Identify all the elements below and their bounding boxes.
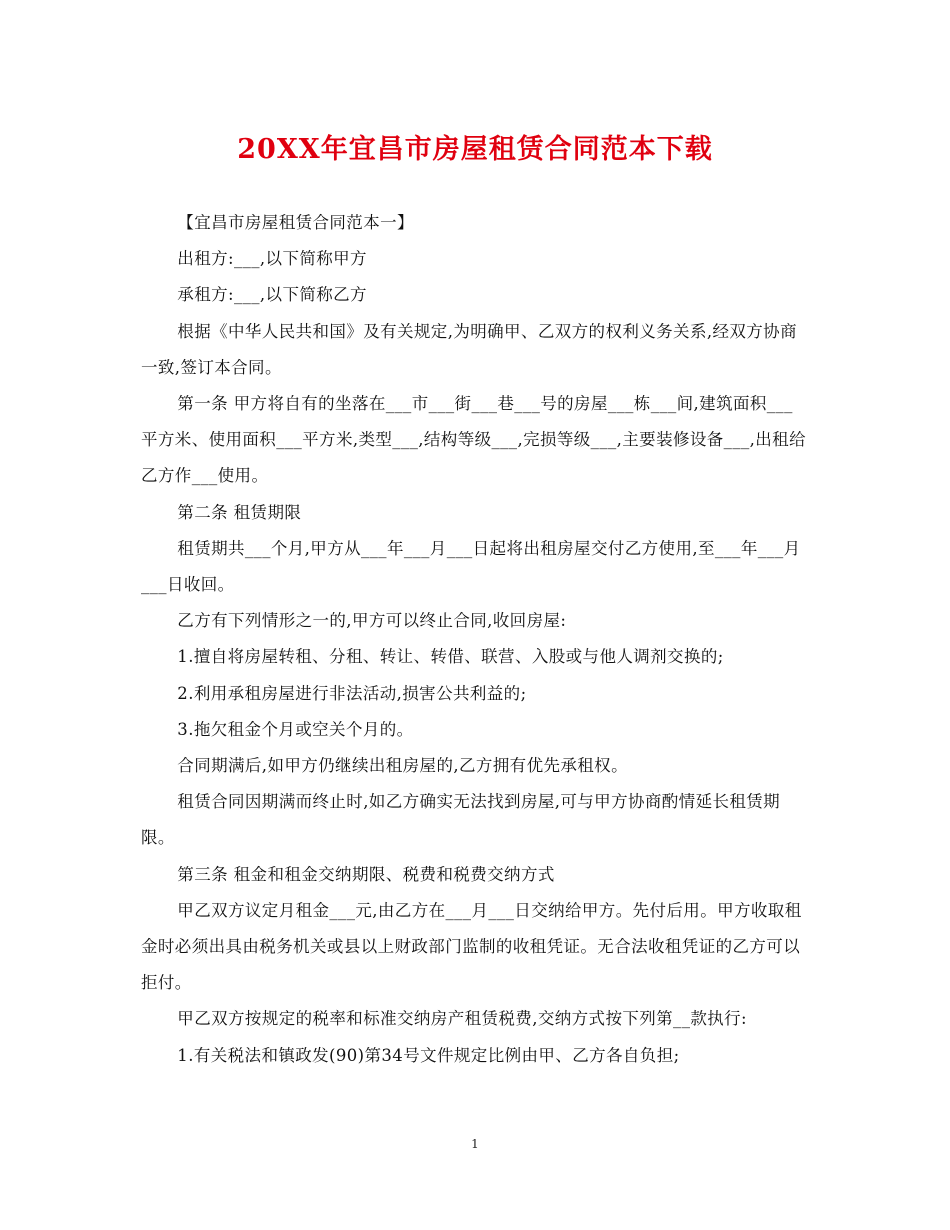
paragraph-article-2-heading: 第二条 租赁期限 [177,502,302,522]
paragraph-article-3-heading: 第三条 租金和租金交纳期限、税费和税费交纳方式 [177,864,555,884]
document-title: 20XX年宜昌市房屋租赁合同范本下载 [237,134,713,165]
paragraph-lessor: 出租方:___,以下简称甲方 [177,249,367,269]
paragraph-rent: 甲乙双方议定月租金___元,由乙方在___月___日交纳给甲方。先付后用。甲方收取租金时必须出具由税务机关或县以上财政部门监制的收租凭证。无合法收租凭证的乙方可以拒付。 [141,900,802,993]
paragraph-tax: 甲乙双方按规定的税率和标准交纳房产租赁税费,交纳方式按下列第__款执行: [177,1009,748,1029]
paragraph-condition-1: 1.擅自将房屋转租、分租、转让、转借、联营、入股或与他人调剂交换的; [177,647,724,667]
paragraph-lease-term: 租赁期共___个月,甲方从___年___月___日起将出租房屋交付乙方使用,至___年___月___日收回。 [141,538,801,595]
paragraph-tax-item-1: 1.有关税法和镇政发(90)第34号文件规定比例由甲、乙方各自负担; [177,1045,680,1065]
paragraph-preamble: 根据《中华人民共和国》及有关规定,为明确甲、乙双方的权利义务关系,经双方协商一致,签订本合同。 [141,321,797,377]
document-body [141,205,807,1074]
paragraph-condition-3: 3.拖欠租金个月或空关个月的。 [177,719,414,739]
paragraph-condition-2: 2.利用承租房屋进行非法活动,损害公共利益的; [177,683,527,703]
page-number: 1 [471,1137,479,1151]
paragraph-article-1: 第一条 甲方将自有的坐落在___市___街___巷___号的房屋___栋___间,建筑面积___平方米、使用面积___平方米,类型___,结构等级___,完损等级___,主要装修设备___,出租给乙方作___使用。 [141,394,806,486]
paragraph-extension: 租赁合同因期满而终止时,如乙方确实无法找到房屋,可与甲方协商酌情延长租赁期限。 [141,792,781,848]
paragraph-section-heading: 【宜昌市房屋租赁合同范本一】 [177,213,414,232]
paragraph-priority-right: 合同期满后,如甲方仍继续出租房屋的,乙方拥有优先承租权。 [177,756,628,776]
paragraph-termination-conditions: 乙方有下列情形之一的,甲方可以终止合同,收回房屋: [177,611,567,631]
paragraph-lessee: 承租方:___,以下简称乙方 [177,285,367,305]
